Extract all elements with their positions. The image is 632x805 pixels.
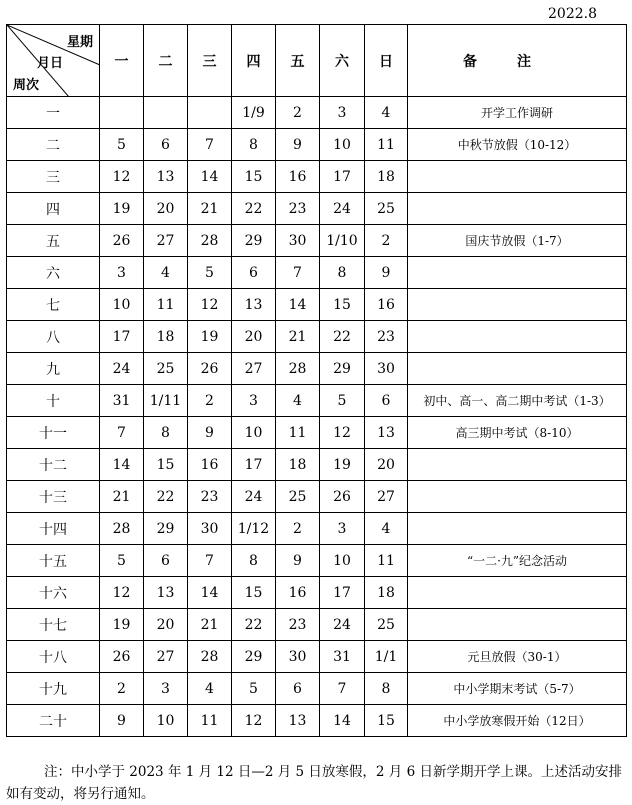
date-cell: 28: [188, 641, 232, 673]
week-number-cell: 四: [7, 193, 100, 225]
date-cell: 3: [232, 385, 276, 417]
note-cell: [408, 353, 627, 385]
date-cell: 25: [365, 193, 408, 225]
header-day-sat: 六: [320, 25, 365, 97]
table-row: [7, 353, 627, 385]
date-cell: 26: [100, 641, 144, 673]
date-cell: 15: [232, 577, 276, 609]
corner-label-week-number: 周次: [13, 78, 40, 93]
date-cell: 18: [365, 161, 408, 193]
date-cell: 9: [188, 417, 232, 449]
date-cell: 12: [232, 705, 276, 737]
week-number-cell: 七: [7, 289, 100, 321]
note-cell: 开学工作调研: [408, 97, 627, 129]
date-cell: 28: [188, 225, 232, 257]
week-number-cell: 十一: [7, 417, 100, 449]
date-cell: 24: [232, 481, 276, 513]
date-cell: 28: [100, 513, 144, 545]
date-cell: 21: [188, 609, 232, 641]
note-cell: [408, 161, 627, 193]
date-cell: 16: [276, 161, 320, 193]
date-cell: 7: [276, 257, 320, 289]
table-row: [7, 225, 627, 257]
week-number-cell: 五: [7, 225, 100, 257]
note-cell: 高三期中考试（8-10）: [408, 417, 627, 449]
date-cell: 29: [232, 225, 276, 257]
calendar-body: [7, 97, 627, 737]
date-cell: 25: [144, 353, 188, 385]
calendar-date-label: 2022.8: [548, 6, 597, 22]
table-row: [7, 385, 627, 417]
date-cell: 12: [100, 161, 144, 193]
date-cell: 20: [144, 609, 188, 641]
date-cell: 8: [232, 129, 276, 161]
date-cell: 1/12: [232, 513, 276, 545]
date-cell: 31: [100, 385, 144, 417]
week-number-cell: 十: [7, 385, 100, 417]
date-cell: 2: [188, 385, 232, 417]
date-cell: 27: [365, 481, 408, 513]
table-row: [7, 289, 627, 321]
date-cell: 27: [144, 225, 188, 257]
date-cell: 3: [144, 673, 188, 705]
note-cell: 中小学放寒假开始（12日）: [408, 705, 627, 737]
date-cell: 13: [276, 705, 320, 737]
week-number-cell: 十三: [7, 481, 100, 513]
date-cell: 15: [365, 705, 408, 737]
date-cell: 20: [232, 321, 276, 353]
date-cell: 8: [232, 545, 276, 577]
week-number-cell: 十二: [7, 449, 100, 481]
date-cell: 24: [320, 609, 365, 641]
date-cell: 21: [188, 193, 232, 225]
date-cell: 17: [232, 449, 276, 481]
date-cell: 23: [188, 481, 232, 513]
date-cell: 16: [276, 577, 320, 609]
header-day-mon: 一: [100, 25, 144, 97]
date-cell: 22: [320, 321, 365, 353]
date-cell: 9: [100, 705, 144, 737]
note-cell: 初中、高一、高二期中考试（1-3）: [408, 385, 627, 417]
date-cell: 21: [276, 321, 320, 353]
date-cell: 15: [144, 449, 188, 481]
table-row: [7, 321, 627, 353]
week-number-cell: 一: [7, 97, 100, 129]
date-cell: 10: [320, 129, 365, 161]
note-cell: [408, 577, 627, 609]
table-row: [7, 641, 627, 673]
table-row: [7, 513, 627, 545]
date-cell: [188, 97, 232, 129]
table-row: [7, 577, 627, 609]
date-cell: 10: [100, 289, 144, 321]
date-cell: 5: [100, 545, 144, 577]
table-row: [7, 161, 627, 193]
note-cell: “一二·九”纪念活动: [408, 545, 627, 577]
week-number-cell: 十四: [7, 513, 100, 545]
note-cell: [408, 321, 627, 353]
header-day-fri: 五: [276, 25, 320, 97]
date-cell: 9: [365, 257, 408, 289]
date-cell: 25: [365, 609, 408, 641]
date-cell: 26: [100, 225, 144, 257]
date-cell: 23: [276, 609, 320, 641]
date-cell: 1/1: [365, 641, 408, 673]
week-number-cell: 十七: [7, 609, 100, 641]
note-cell: [408, 289, 627, 321]
table-row: [7, 481, 627, 513]
date-cell: 6: [232, 257, 276, 289]
date-cell: 6: [144, 545, 188, 577]
date-cell: 8: [144, 417, 188, 449]
date-cell: 10: [232, 417, 276, 449]
week-number-cell: 二: [7, 129, 100, 161]
date-cell: 23: [276, 193, 320, 225]
week-number-cell: 十五: [7, 545, 100, 577]
date-cell: 7: [320, 673, 365, 705]
week-number-cell: 十六: [7, 577, 100, 609]
date-cell: 30: [276, 225, 320, 257]
date-cell: 10: [320, 545, 365, 577]
date-cell: 28: [276, 353, 320, 385]
header-day-tue: 二: [144, 25, 188, 97]
date-cell: 6: [144, 129, 188, 161]
date-cell: 29: [320, 353, 365, 385]
date-cell: [100, 97, 144, 129]
header-notes-label: 备注: [463, 53, 571, 70]
date-cell: 12: [100, 577, 144, 609]
date-cell: 4: [365, 513, 408, 545]
header-notes: [408, 25, 627, 97]
date-cell: 11: [365, 545, 408, 577]
date-cell: 16: [188, 449, 232, 481]
table-row: [7, 705, 627, 737]
date-cell: 4: [276, 385, 320, 417]
header-row: [7, 25, 627, 97]
date-cell: 4: [365, 97, 408, 129]
date-cell: 3: [100, 257, 144, 289]
date-cell: 3: [320, 513, 365, 545]
note-cell: [408, 193, 627, 225]
week-number-cell: 三: [7, 161, 100, 193]
date-cell: 6: [365, 385, 408, 417]
date-cell: 13: [365, 417, 408, 449]
date-cell: 31: [320, 641, 365, 673]
date-cell: 26: [320, 481, 365, 513]
date-cell: 2: [276, 97, 320, 129]
note-cell: [408, 481, 627, 513]
date-cell: 13: [144, 577, 188, 609]
date-cell: 24: [100, 353, 144, 385]
date-cell: 30: [276, 641, 320, 673]
date-cell: 9: [276, 129, 320, 161]
date-cell: 4: [144, 257, 188, 289]
date-cell: 5: [188, 257, 232, 289]
corner-label-weekday: 星期: [66, 35, 93, 50]
date-cell: 18: [365, 577, 408, 609]
note-cell: 元旦放假（30-1）: [408, 641, 627, 673]
date-cell: 18: [144, 321, 188, 353]
date-cell: 10: [144, 705, 188, 737]
date-cell: 14: [320, 705, 365, 737]
corner-label-month-day: 月日: [37, 56, 64, 71]
date-cell: 2: [276, 513, 320, 545]
date-cell: 23: [365, 321, 408, 353]
school-calendar-table: [6, 24, 627, 737]
date-cell: 14: [188, 161, 232, 193]
date-cell: 1/10: [320, 225, 365, 257]
date-cell: 8: [320, 257, 365, 289]
date-cell: 14: [276, 289, 320, 321]
note-cell: [408, 257, 627, 289]
date-cell: 6: [276, 673, 320, 705]
week-number-cell: 八: [7, 321, 100, 353]
date-cell: 3: [320, 97, 365, 129]
date-cell: 20: [365, 449, 408, 481]
date-cell: 11: [144, 289, 188, 321]
date-cell: 2: [365, 225, 408, 257]
date-cell: 9: [276, 545, 320, 577]
date-cell: 15: [320, 289, 365, 321]
date-cell: 19: [100, 609, 144, 641]
note-cell: 中秋节放假（10-12）: [408, 129, 627, 161]
date-cell: 19: [188, 321, 232, 353]
date-cell: 19: [100, 193, 144, 225]
date-cell: 29: [144, 513, 188, 545]
date-cell: 13: [144, 161, 188, 193]
date-cell: 22: [232, 609, 276, 641]
date-cell: 27: [144, 641, 188, 673]
table-row: [7, 97, 627, 129]
date-cell: 11: [188, 705, 232, 737]
date-cell: 22: [232, 193, 276, 225]
note-cell: [408, 449, 627, 481]
week-number-cell: 十八: [7, 641, 100, 673]
date-cell: 29: [232, 641, 276, 673]
week-number-cell: 二十: [7, 705, 100, 737]
note-cell: [408, 513, 627, 545]
header-day-wed: 三: [188, 25, 232, 97]
date-cell: 21: [100, 481, 144, 513]
week-number-cell: 六: [7, 257, 100, 289]
date-cell: 24: [320, 193, 365, 225]
date-cell: 16: [365, 289, 408, 321]
table-row: [7, 193, 627, 225]
note-cell: 国庆节放假（1-7）: [408, 225, 627, 257]
header-corner-cell: [7, 25, 100, 97]
week-number-cell: 十九: [7, 673, 100, 705]
date-cell: 20: [144, 193, 188, 225]
table-row: [7, 417, 627, 449]
date-cell: 30: [188, 513, 232, 545]
date-cell: 13: [232, 289, 276, 321]
table-row: [7, 673, 627, 705]
date-cell: 1/11: [144, 385, 188, 417]
note-cell: 中小学期末考试（5-7）: [408, 673, 627, 705]
date-cell: 5: [232, 673, 276, 705]
date-cell: 18: [276, 449, 320, 481]
date-cell: 1/9: [232, 97, 276, 129]
date-cell: 26: [188, 353, 232, 385]
note-cell: [408, 609, 627, 641]
date-cell: 2: [100, 673, 144, 705]
date-cell: 30: [365, 353, 408, 385]
header-day-sun: 日: [365, 25, 408, 97]
date-cell: 7: [100, 417, 144, 449]
date-cell: 25: [276, 481, 320, 513]
table-row: [7, 609, 627, 641]
date-cell: 4: [188, 673, 232, 705]
date-cell: 27: [232, 353, 276, 385]
date-cell: 12: [188, 289, 232, 321]
date-cell: 22: [144, 481, 188, 513]
date-cell: 7: [188, 545, 232, 577]
date-cell: 12: [320, 417, 365, 449]
date-cell: 5: [100, 129, 144, 161]
date-cell: 15: [232, 161, 276, 193]
footnote: 注：中小学于 2023 年 1 月 12 日—2 月 5 日放寒假，2 月 6 日新学期开学上课。上述活动安排如有变动，将另行通知。: [6, 764, 622, 802]
date-cell: 17: [320, 161, 365, 193]
table-row: [7, 449, 627, 481]
date-cell: 11: [365, 129, 408, 161]
date-cell: 17: [320, 577, 365, 609]
date-cell: 17: [100, 321, 144, 353]
table-row: [7, 129, 627, 161]
header-day-thu: 四: [232, 25, 276, 97]
date-cell: 7: [188, 129, 232, 161]
table-row: [7, 545, 627, 577]
table-row: [7, 257, 627, 289]
date-cell: 8: [365, 673, 408, 705]
date-cell: 5: [320, 385, 365, 417]
date-cell: [144, 97, 188, 129]
date-cell: 14: [100, 449, 144, 481]
date-cell: 14: [188, 577, 232, 609]
date-cell: 11: [276, 417, 320, 449]
date-cell: 19: [320, 449, 365, 481]
week-number-cell: 九: [7, 353, 100, 385]
